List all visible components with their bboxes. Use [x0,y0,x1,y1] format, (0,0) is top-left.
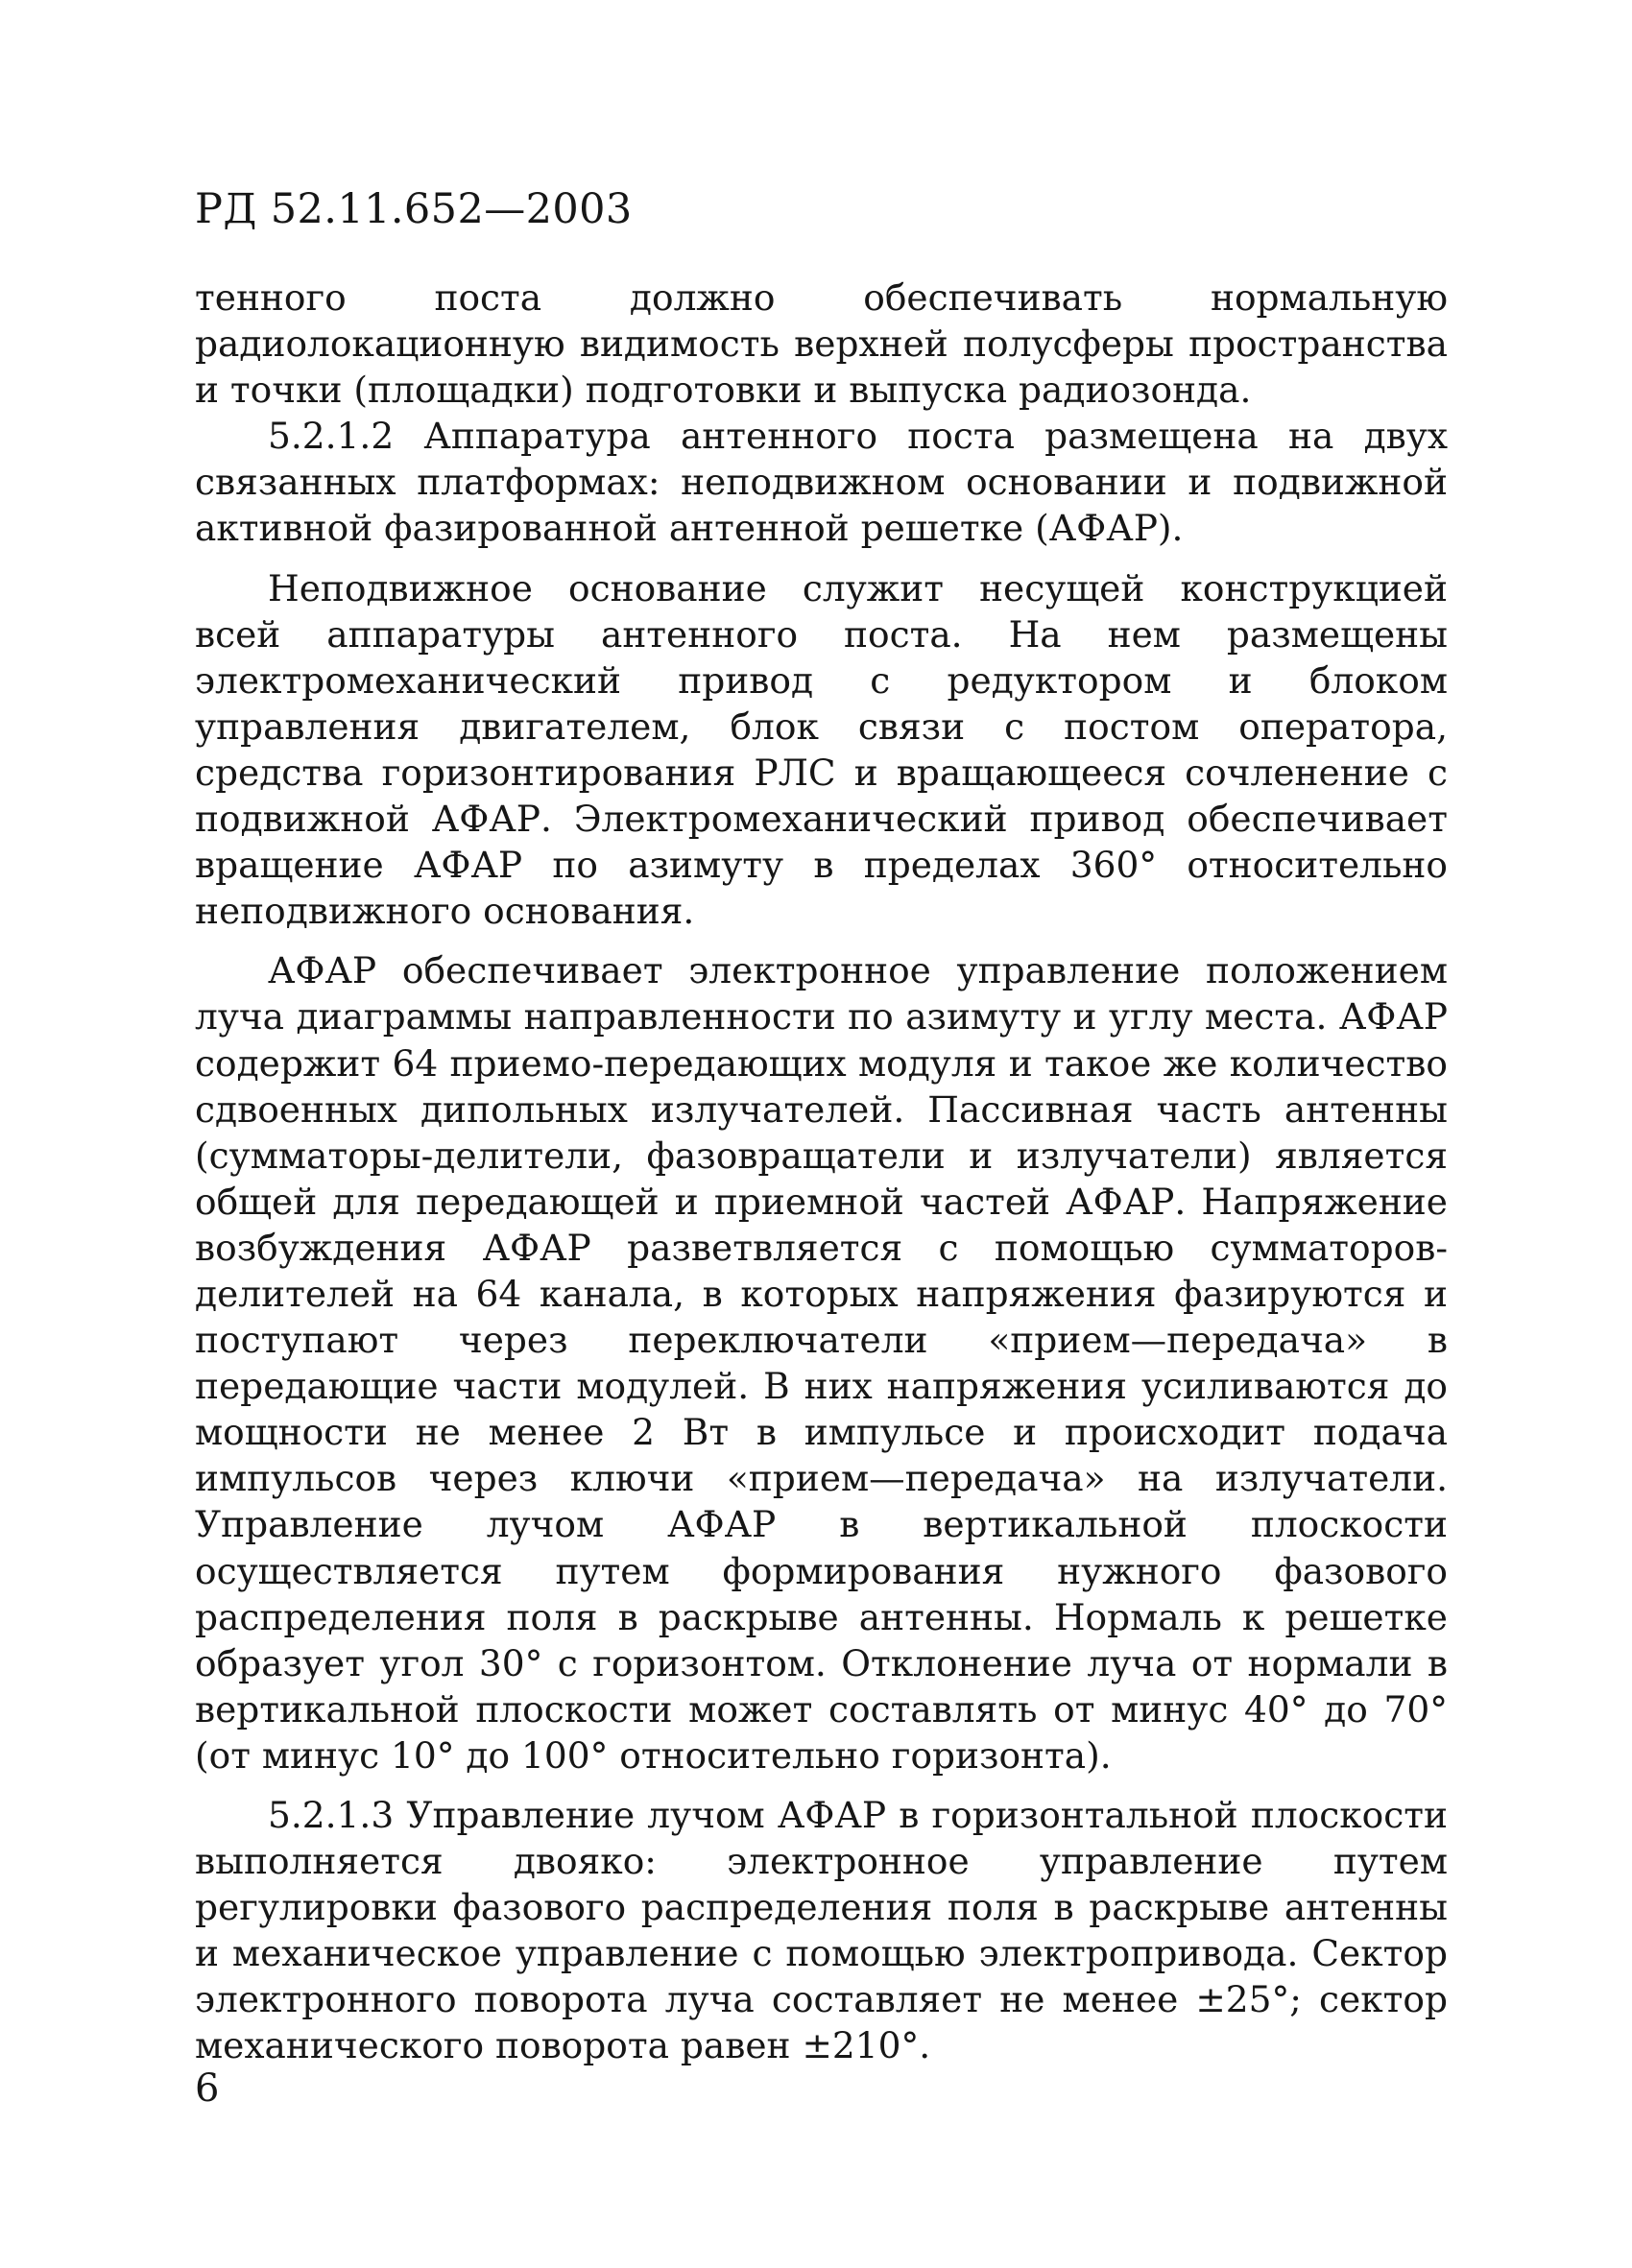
paragraph-continuation: тенного поста должно обеспечивать нормальную радиолокационную видимость верхней полусферы пространства и точки (площадки) подготовки и выпуска радиозонда. [195,276,1448,412]
paragraph-fixed-base: Неподвижное основание служит несущей конструкцией всей аппаратуры антенного поста. На нем размещены электромеханический привод с редуктором и блоком управления двигателем, блок связи с постом оператора, средства горизонтирования РЛС и вращающееся сочленение с подвижной АФАР. Электромеханический привод обеспечивает вращение АФАР по азимуту в пределах 360° относительно неподвижного основания. [195,566,1448,933]
paragraph-5-2-1-3: 5.2.1.3 Управление лучом АФАР в горизонтальной плоскости выполняется двояко: электронное управление путем регулировки фазового распределения поля в раскрыве антенны и механическое управление с помощью электропривода. Сектор электронного поворота луча составляет не менее ±25°; сектор механического поворота равен ±210°. [195,1794,1448,2067]
document-header: РД 52.11.652—2003 [195,185,633,233]
paragraph-5-2-1-2: 5.2.1.2 Аппаратура антенного поста размещена на двух связанных платформах: неподвижном основании и подвижной активной фазированной антенной решетке (АФАР). [195,415,1448,550]
page-body [195,275,1448,2069]
page-number: 6 [195,2066,220,2111]
paragraph-afar-control: АФАР обеспечивает электронное управление положением луча диаграммы направленности по азимуту и углу места. АФАР содержит 64 приемо-передающих модуля и такое же количество сдвоенных дипольных излучателей. Пассивная часть антенны (сумматоры-делители, фазовращатели и излучатели) является общей для передающей и приемной частей АФАР. Напряжение возбуждения АФАР разветвляется с помощью сумматоров-делителей на 64 канала, в которых напряжения фазируются и поступают через переключатели «прием—передача» в передающие части модулей. В них напряжения усиливаются до мощности не менее 2 Вт в импульсе и происходит подача импульсов через ключи «прием—передача» на излучатели. Управление лучом АФАР в вертикальной плоскости осуществляется путем формирования нужного фазового распределения поля в раскрыве антенны. Нормаль к решетке образует угол 30° с горизонтом. Отклонение луча от нормали в вертикальной плоскости может составлять от минус 40° до 70° (от минус 10° до 100° относительно горизонта). [195,949,1448,1777]
